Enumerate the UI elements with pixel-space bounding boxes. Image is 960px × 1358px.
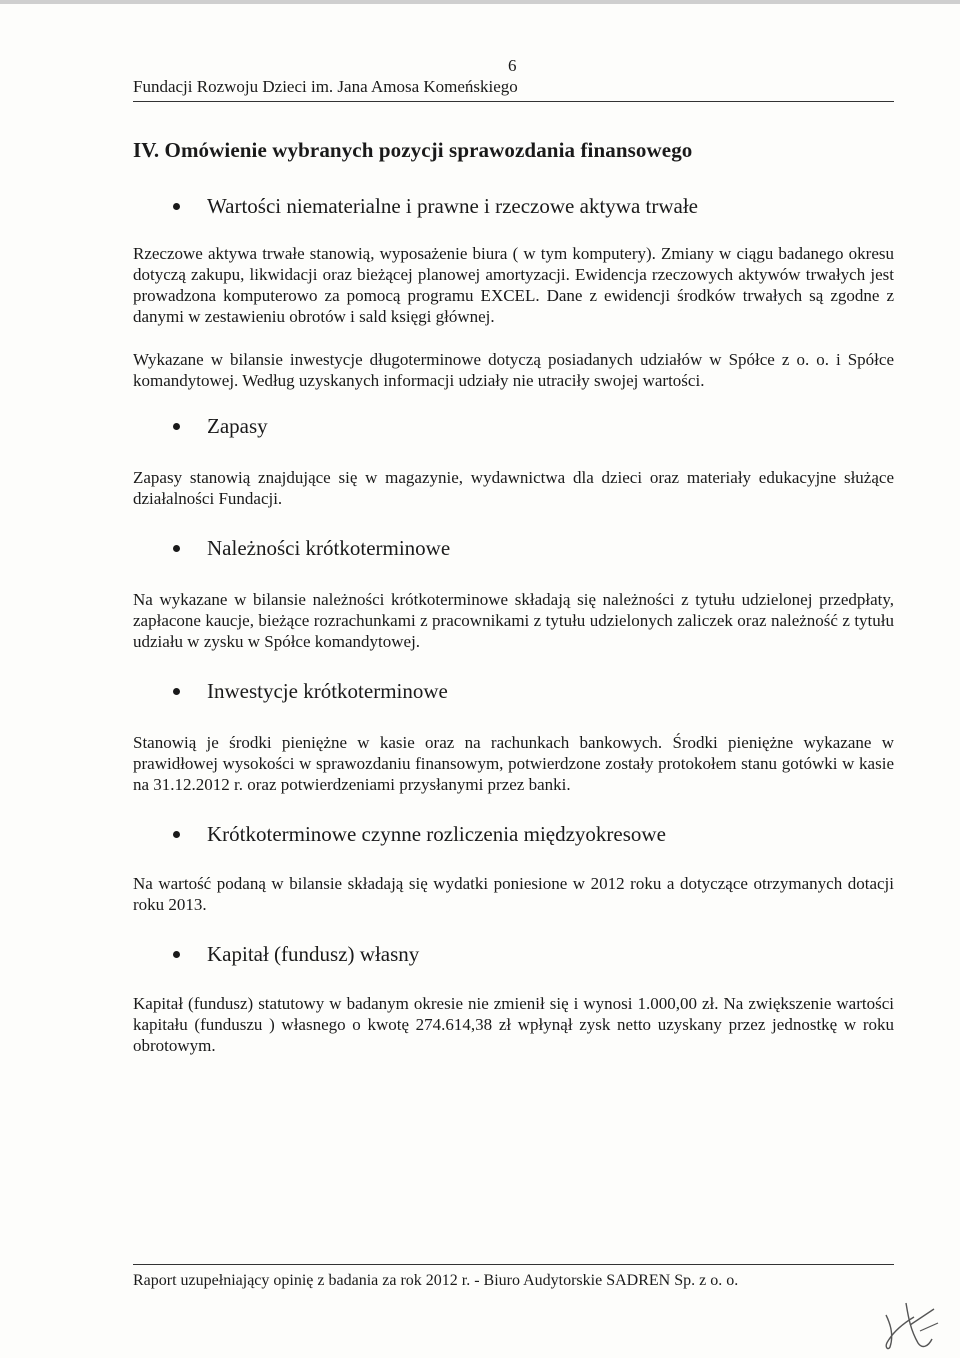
heading-equity: Kapitał (fundusz) własny [133,941,894,967]
page-content [133,138,894,1056]
section-fixed-assets [133,193,894,391]
paragraph-fixed-assets-1: Rzeczowe aktywa trwałe stanowią, wyposażenie biura ( w tym komputery). Zmiany w ciągu badanego okresu dotyczą zakupu, likwidacji oraz bieżącej planowej amortyzacji. Ewidencja rzeczowych aktywów trwałych jest prowadzona komputerowo za pomocą programu EXCEL. Dane z ewidencji środków trwałych są zgodne z danymi w zestawieniu obrotów i sald księgi głównej. [133,244,894,326]
signature-initials [880,1295,940,1353]
header-title: Fundacji Rozwoju Dzieci im. Jana Amosa Komeńskiego [133,77,518,96]
section-title: IV. Omówienie wybranych pozycji sprawozdania finansowego [133,138,693,162]
section-receivables [133,535,894,652]
heading-inventory: Zapasy [133,413,894,439]
paragraph-fixed-assets-2: Wykazane w bilansie inwestycje długoterminowe dotyczą posiadanych udziałów w Spółce z o. o. i Spółce komandytowej. Według uzyskanych informacji udziały nie utraciły swojej wartości. [133,350,894,390]
heading-fixed-assets: Wartości niematerialne i prawne i rzeczowe aktywa trwałe [133,193,894,219]
page-header [133,56,894,102]
heading-short-term-investments: Inwestycje krótkoterminowe [133,678,894,704]
heading-receivables: Należności krótkoterminowe [133,535,894,561]
page-footer: Raport uzupełniający opinię z badania za rok 2012 r. - Biuro Audytorskie SADREN Sp. z o. o. [133,1264,894,1290]
paragraph-prepayments: Na wartość podaną w bilansie składają się wydatki poniesione w 2012 roku a dotyczące otrzymanych dotacji roku 2013. [133,874,894,914]
section-equity [133,941,894,1056]
paragraph-short-term-investments: Stanowią je środki pieniężne w kasie oraz na rachunkach bankowych. Środki pieniężne wykazane w prawidłowej wysokości w sprawozdaniu finansowym, potwierdzone zostały protokołem stanu gotówki w kasie na 31.12.2012 r. oraz potwierdzeniami przysłanymi przez banki. [133,733,894,794]
section-prepayments [133,821,894,915]
section-short-term-investments [133,678,894,795]
paragraph-equity: Kapitał (fundusz) statutowy w badanym okresie nie zmienił się i wynosi 1.000,00 zł. Na zwiększenie wartości kapitału (funduszu ) własnego o kwotę 274.614,38 zł wpłynął zysk netto uzyskany przez jednostkę w roku obrotowym. [133,994,894,1055]
page-number: 6 [508,56,517,75]
section-inventory [133,413,894,509]
heading-prepayments: Krótkoterminowe czynne rozliczenia międzyokresowe [133,821,894,847]
paragraph-receivables: Na wykazane w bilansie należności krótkoterminowe składają się należności z tytułu udzielonej przedpłaty, zapłacone kaucje, bieżące rozrachunkami z pracownikami z tytułu udzielonych zaliczek oraz należność z tytułu udziału w zysku w Spółce komandytowej. [133,590,894,651]
paragraph-inventory: Zapasy stanowią znajdujące się w magazynie, wydawnictwa dla dzieci oraz materiały edukacyjne służące działalności Fundacji. [133,468,894,508]
scan-top-edge [0,0,960,4]
